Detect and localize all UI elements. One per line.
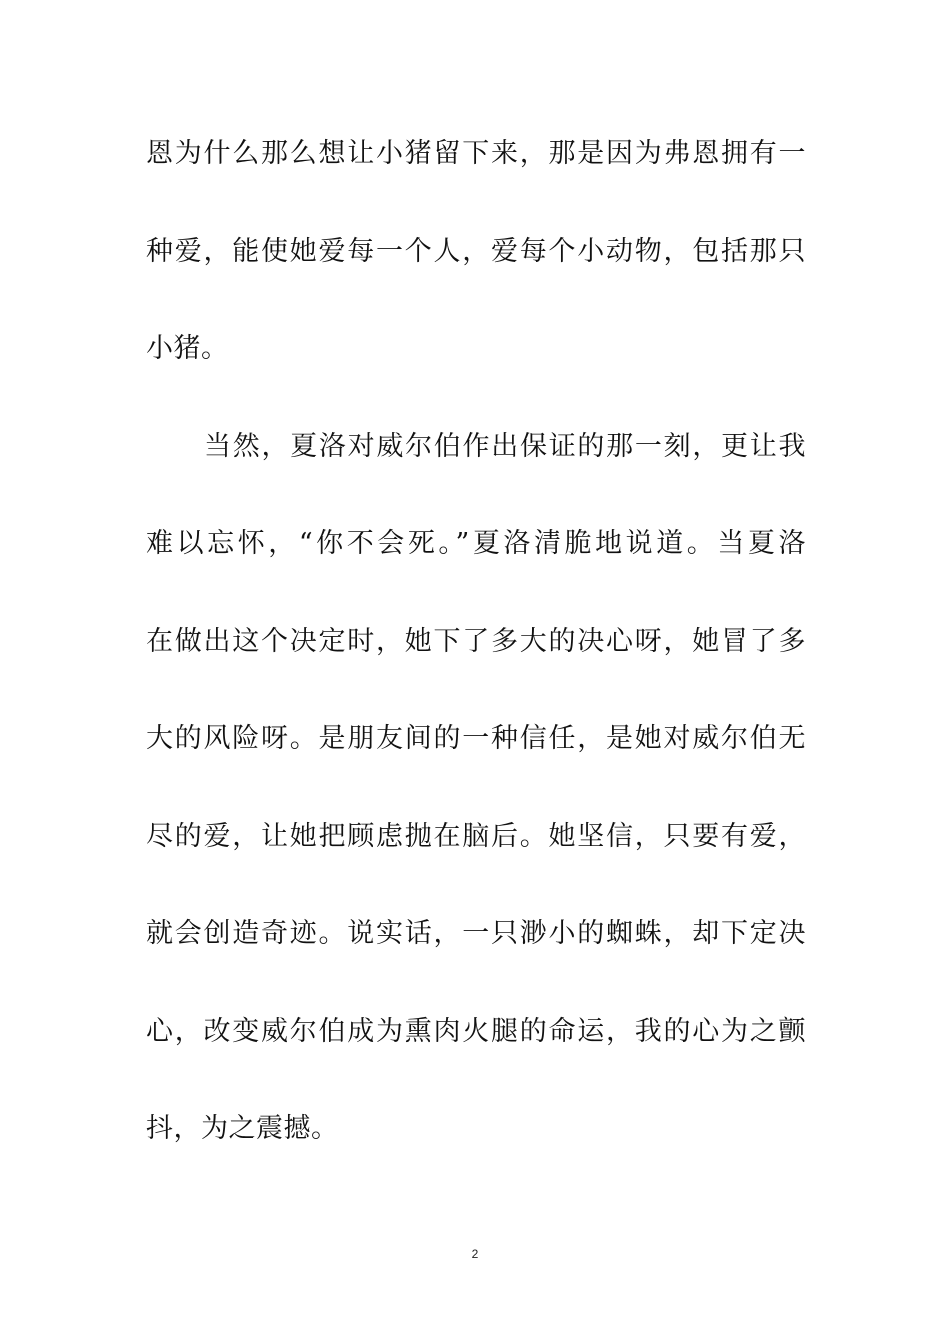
body-text xyxy=(146,124,806,1197)
text-line: 难以忘怀，“你不会死。”夏洛清脆地说道。当夏洛 xyxy=(146,528,806,559)
text-line: 在做出这个决定时，她下了多大的决心呀，她冒了多 xyxy=(146,625,806,657)
text-line: 尽的爱，让她把顾虑抛在脑后。她坚信，只要有爱， xyxy=(146,820,806,852)
paragraph-1 xyxy=(146,124,806,417)
page-number: 2 xyxy=(471,1247,479,1261)
text-line: 小猪。 xyxy=(146,333,229,364)
text-line: 抖，为之震撼。 xyxy=(146,1113,339,1144)
text-line: 当然，夏洛对威尔伯作出保证的那一刻，更让我 xyxy=(204,430,806,462)
text-line: 心，改变威尔伯成为熏肉火腿的命运，我的心为之颤 xyxy=(146,1015,806,1047)
text-line: 恩为什么那么想让小猪留下来，那是因为弗恩拥有一 xyxy=(146,138,806,169)
text-line: 大的风险呀。是朋友间的一种信任，是她对威尔伯无 xyxy=(146,723,806,754)
text-line: 就会创造奇迹。说实话，一只渺小的蜘蛛，却下定决 xyxy=(146,918,806,949)
paragraph-2 xyxy=(146,417,806,1197)
text-line: 种爱，能使她爱每一个人，爱每个小动物，包括那只 xyxy=(146,235,806,267)
